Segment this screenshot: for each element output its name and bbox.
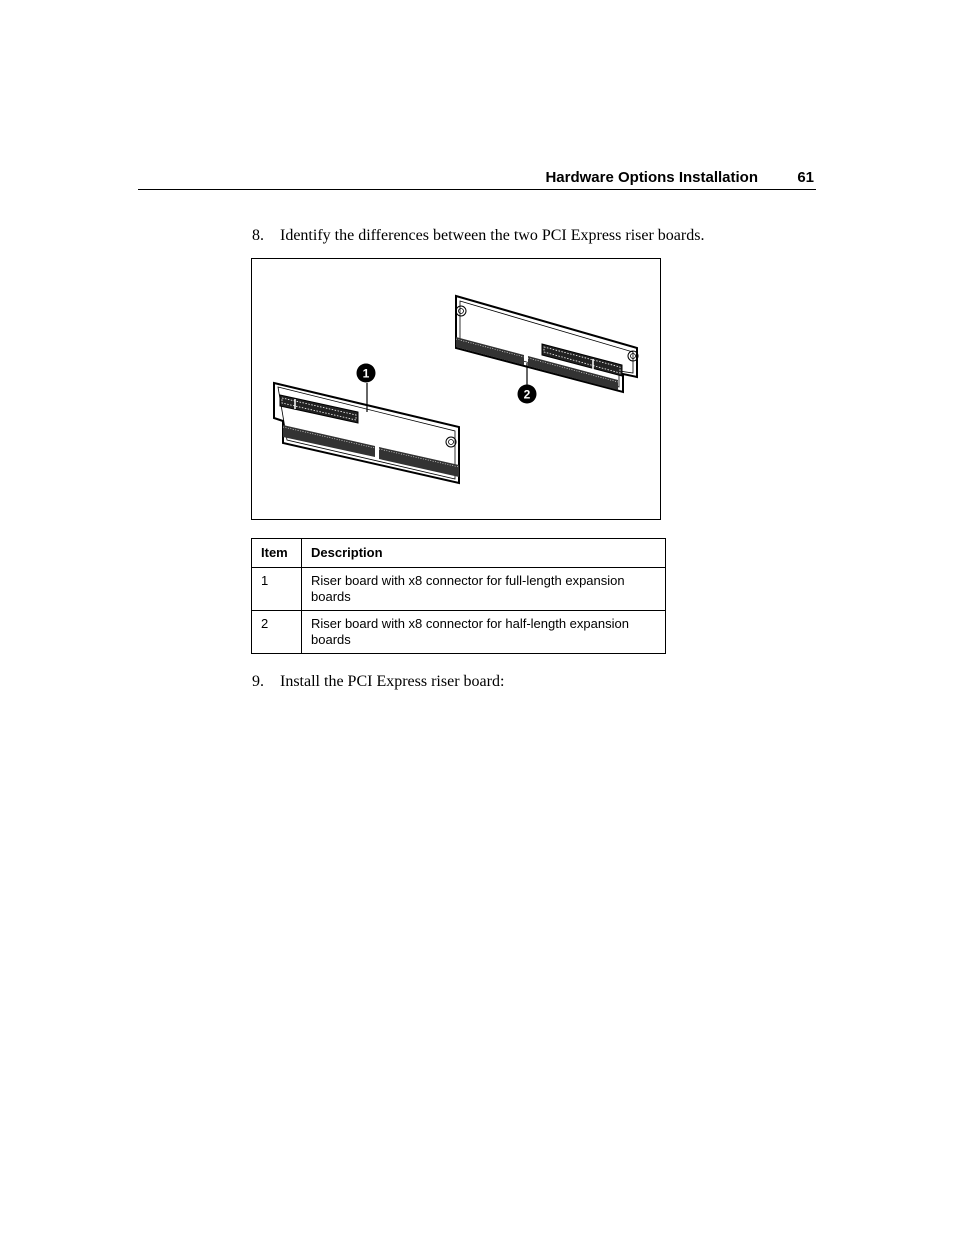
table-row [252,568,666,611]
item-number: 1 [252,568,302,611]
item-number: 2 [252,611,302,654]
step-8 [252,226,704,245]
column-header-item: Item [252,539,302,568]
riser-board-2 [456,296,638,392]
header-title: Hardware Options Installation [545,169,758,186]
header-rule [138,189,816,190]
step-number: 8. [252,227,264,244]
step-number: 9. [252,673,264,690]
callout-1 [357,364,376,383]
item-description: Riser board with x8 connector for half-length expansion boards [302,611,666,654]
step-9 [252,672,504,691]
items-table [251,538,666,654]
page-number: 61 [797,169,814,186]
step-text: Identify the differences between the two PCI Express riser boards. [280,227,705,244]
riser-boards-illustration [252,259,659,518]
table-header-row [252,539,666,568]
callout-2 [518,385,537,404]
step-text: Install the PCI Express riser board: [280,673,505,690]
column-header-description: Description [302,539,666,568]
callout-1-label: 1 [362,366,370,381]
callout-2-label: 2 [523,387,531,402]
table-row [252,611,666,654]
riser-boards-figure [251,258,661,520]
item-description: Riser board with x8 connector for full-length expansion boards [302,568,666,611]
riser-board-1 [274,383,459,483]
